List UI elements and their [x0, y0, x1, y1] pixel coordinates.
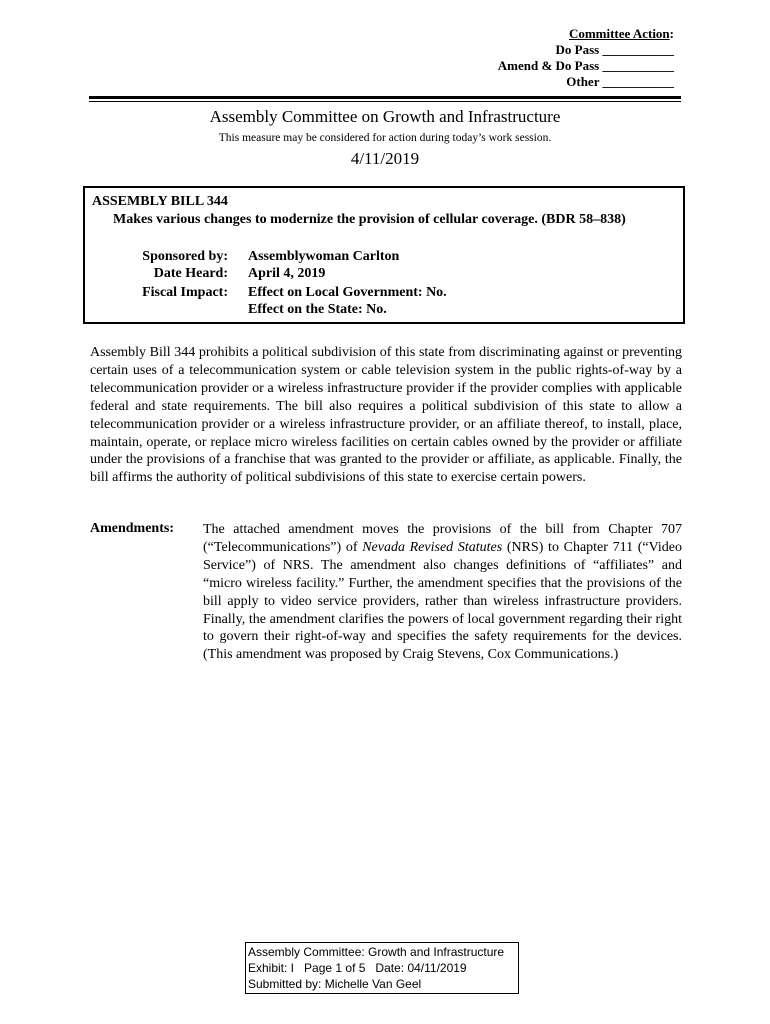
amend-do-pass-line: Amend & Do Pass ___________	[497, 58, 674, 73]
amendments-text-part1: The attached amendment moves the provisions of the bill from Chapter 707 (“Telecommunications”) of	[203, 522, 682, 555]
date-heard-value: April 4, 2019	[248, 266, 326, 281]
amendments-text-italic: Nevada Revised Statutes	[362, 539, 503, 555]
amendments-text-part2: (NRS) to Chapter 711 (“Video Service”) of NRS. The amendment also changes definitions of “affiliates” and “micro wireless facility.” Further, the amendment specifies that the provisions of the bill apply to video service providers, rather than wireless infrastructure providers. Finally, the amendment clarifies the powers of local government regarding their right to govern their right-of-way and specifies the safety requirements for the devices. (This amendment was proposed by Craig Stevens, Cox Communications.)	[203, 539, 682, 663]
exhibit-date: Date: 04/11/2019	[375, 961, 467, 975]
committee-title: Assembly Committee on Growth and Infrastructure	[209, 107, 561, 126]
session-date: 4/11/2019	[350, 149, 420, 168]
amendments-label: Amendments:	[90, 521, 174, 536]
exhibit-page: Page 1 of 5	[304, 961, 366, 975]
amendments-text	[203, 521, 682, 664]
bill-description: Makes various changes to modernize the provision of cellular coverage. (BDR 58–838)	[113, 212, 626, 227]
bill-summary: Assembly Bill 344 prohibits a political subdivision of this state from discriminating against or preventing certain uses of a telecommunication system or cable television system in the public rights-of-way by a telecommunication provider or a wireless infrastructure provider if the provider complies with applicable federal and state requirements. The bill also requires a political subdivision of this state to allow a telecommunication provider or a wireless infrastructure provider, or an affiliate thereof, to install, place, maintain, operate, or replace micro wireless facilities on certain cables owned by the provider or affiliate under the provisions of a franchise that was granted to the provider or affiliate, as applicable. Finally, the bill affirms the authority of political subdivisions of this state to exercise certain powers.	[90, 345, 682, 486]
fiscal-impact-label: Fiscal Impact:	[142, 285, 228, 300]
exhibit-stamp	[245, 942, 519, 994]
committee-action-colon: :	[669, 26, 674, 41]
date-heard-label: Date Heard:	[153, 266, 228, 281]
exhibit-committee-line: Assembly Committee: Growth and Infrastructure	[248, 945, 505, 959]
do-pass-line: Do Pass ___________	[555, 42, 674, 57]
header-rule-thin	[89, 101, 681, 102]
committee-action-title: Committee Action	[568, 26, 670, 41]
bill-number: ASSEMBLY BILL 344	[92, 194, 228, 209]
header-rule-thick	[89, 96, 681, 99]
measure-note: This measure may be considered for action during today’s work session.	[218, 132, 552, 144]
sponsored-by-value: Assemblywoman Carlton	[248, 249, 400, 264]
exhibit-id: Exhibit: I	[248, 961, 295, 975]
committee-action-block	[498, 26, 674, 90]
fiscal-impact-state: Effect on the State: No.	[248, 302, 387, 317]
sponsored-by-label: Sponsored by:	[142, 249, 228, 264]
exhibit-submitted-by: Submitted by: Michelle Van Geel	[248, 977, 422, 991]
other-line: Other ___________	[566, 74, 674, 89]
fiscal-impact-local: Effect on Local Government: No.	[248, 285, 447, 300]
